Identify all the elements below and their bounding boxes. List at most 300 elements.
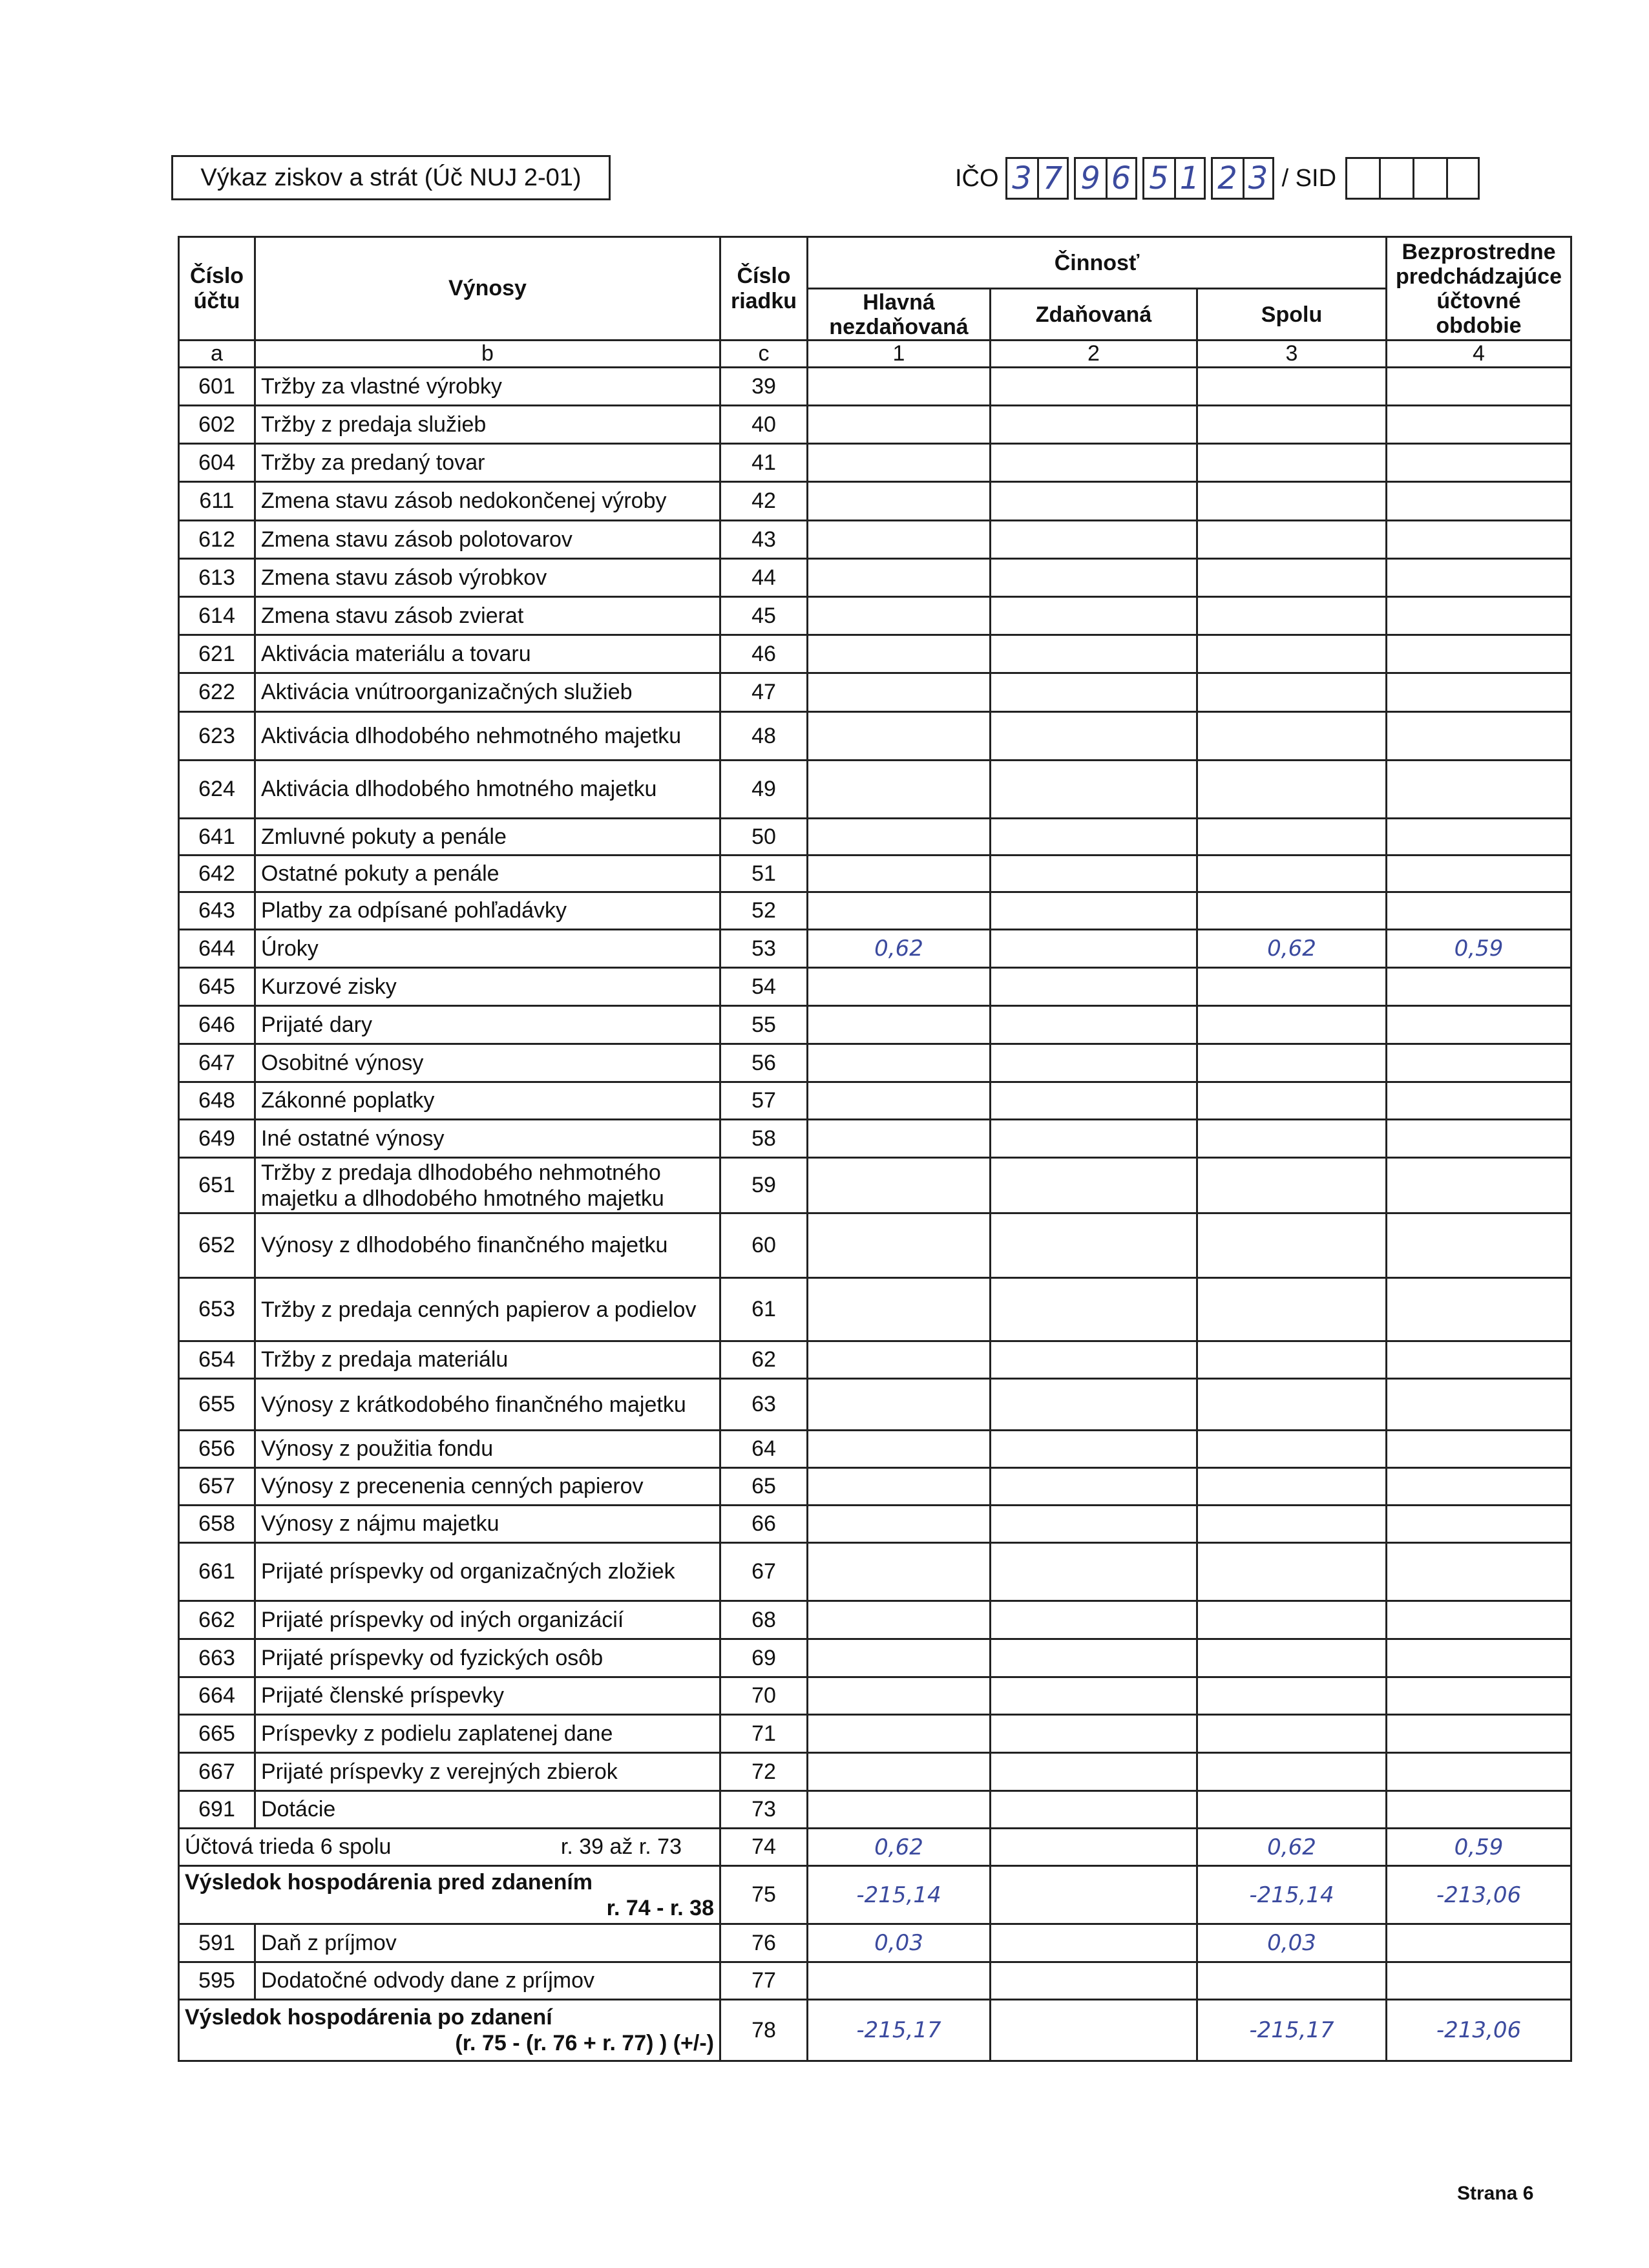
total-value[interactable]	[1197, 856, 1387, 892]
previous-period-value[interactable]	[1387, 1468, 1571, 1506]
main-untaxed-value[interactable]	[808, 1601, 991, 1639]
revenue-item-label: Zmena stavu zásob výrobkov	[255, 559, 720, 597]
revenue-item-label: Prijaté členské príspevky	[255, 1677, 720, 1715]
ico-digit-box[interactable]: 3	[1005, 157, 1037, 200]
previous-period-value[interactable]	[1387, 1962, 1571, 2000]
table-row	[179, 1044, 1571, 1082]
main-untaxed-value[interactable]	[808, 761, 991, 819]
main-untaxed-value[interactable]: 0,62	[808, 930, 991, 968]
sid-label: / SID	[1281, 164, 1337, 192]
main-untaxed-value[interactable]	[808, 892, 991, 930]
previous-period-value[interactable]	[1387, 444, 1571, 482]
account-number: 651	[179, 1158, 255, 1213]
total-value[interactable]	[1197, 1120, 1387, 1158]
account-number: 649	[179, 1120, 255, 1158]
taxed-value[interactable]	[991, 1213, 1197, 1278]
main-untaxed-value[interactable]: -215,17	[808, 2000, 991, 2061]
account-number: 667	[179, 1753, 255, 1791]
total-value[interactable]: 0,62	[1197, 1829, 1387, 1866]
row-number: 76	[720, 1924, 808, 1962]
total-value[interactable]	[1197, 1341, 1387, 1379]
table-row	[179, 712, 1571, 761]
previous-period-value[interactable]	[1387, 368, 1571, 406]
total-value[interactable]	[1197, 1753, 1387, 1791]
taxed-value[interactable]	[991, 482, 1197, 521]
result-after-tax-title: Výsledok hospodárenia po zdanení	[185, 2005, 552, 2030]
previous-period-value[interactable]	[1387, 597, 1571, 635]
main-untaxed-value[interactable]: -215,14	[808, 1866, 991, 1924]
total-value[interactable]	[1197, 1601, 1387, 1639]
row-number: 48	[720, 712, 808, 761]
table-row	[179, 1601, 1571, 1639]
table-row	[179, 968, 1571, 1006]
main-untaxed-value[interactable]	[808, 1379, 991, 1431]
revenue-item-label: Kurzové zisky	[255, 968, 720, 1006]
account-number: 601	[179, 368, 255, 406]
main-untaxed-value[interactable]	[808, 1791, 991, 1829]
revenue-item-label: Aktivácia vnútroorganizačných služieb	[255, 673, 720, 712]
revenue-item-label: Aktivácia dlhodobého hmotného majetku	[255, 761, 720, 819]
sid-box[interactable]	[1446, 157, 1480, 200]
row-number: 47	[720, 673, 808, 712]
main-untaxed-value[interactable]	[808, 597, 991, 635]
main-untaxed-value[interactable]	[808, 1715, 991, 1753]
total-value[interactable]	[1197, 1468, 1387, 1506]
total-value[interactable]	[1197, 1044, 1387, 1082]
total-value[interactable]	[1197, 1158, 1387, 1213]
result-before-tax-title: Výsledok hospodárenia pred zdanením	[185, 1869, 593, 1895]
previous-period-value[interactable]	[1387, 1677, 1571, 1715]
taxed-value[interactable]	[991, 1158, 1197, 1213]
revenue-item-label: Prijaté príspevky od fyzických osôb	[255, 1639, 720, 1677]
account-number: 622	[179, 673, 255, 712]
table-row	[179, 406, 1571, 444]
row-number: 51	[720, 856, 808, 892]
table-row	[179, 1158, 1571, 1213]
revenue-item-label: Tržby z predaja dlhodobého nehmotného majetku a dlhodobého hmotného majetku	[255, 1158, 720, 1213]
total-value[interactable]	[1197, 1082, 1387, 1120]
taxed-value[interactable]	[991, 1082, 1197, 1120]
main-untaxed-value[interactable]	[808, 673, 991, 712]
row-number: 72	[720, 1753, 808, 1791]
table-row	[179, 1468, 1571, 1506]
sid-box[interactable]	[1345, 157, 1379, 200]
previous-period-value[interactable]: -213,06	[1387, 1866, 1571, 1924]
table-row	[179, 521, 1571, 559]
header-taxed: Zdaňovaná	[991, 289, 1197, 341]
main-untaxed-value[interactable]	[808, 712, 991, 761]
taxed-value[interactable]	[991, 1468, 1197, 1506]
account-number: 644	[179, 930, 255, 968]
total-value[interactable]	[1197, 1639, 1387, 1677]
previous-period-value[interactable]	[1387, 1044, 1571, 1082]
table-row	[179, 930, 1571, 968]
table-row	[179, 635, 1571, 673]
main-untaxed-value[interactable]	[808, 1677, 991, 1715]
total-value[interactable]	[1197, 1506, 1387, 1543]
colmark-2: 2	[991, 341, 1197, 368]
taxed-value[interactable]	[991, 444, 1197, 482]
previous-period-value[interactable]	[1387, 712, 1571, 761]
previous-period-value[interactable]	[1387, 482, 1571, 521]
account-number: 623	[179, 712, 255, 761]
main-untaxed-value[interactable]	[808, 819, 991, 856]
revenue-item-label: Zmluvné pokuty a penále	[255, 819, 720, 856]
main-untaxed-value[interactable]	[808, 1082, 991, 1120]
taxed-value[interactable]	[991, 1278, 1197, 1341]
main-untaxed-value[interactable]	[808, 1543, 991, 1601]
total-value[interactable]	[1197, 673, 1387, 712]
header-previous-period: Bezprostredne predchádzajúce účtovné obdobie	[1387, 237, 1571, 341]
total-value[interactable]	[1197, 1213, 1387, 1278]
taxed-value[interactable]	[991, 1006, 1197, 1044]
revenue-item-label: Tržby z predaja cenných papierov a podielov	[255, 1278, 720, 1341]
total-value[interactable]	[1197, 892, 1387, 930]
taxed-value[interactable]	[991, 1677, 1197, 1715]
taxed-value[interactable]	[991, 856, 1197, 892]
taxed-value[interactable]	[991, 1791, 1197, 1829]
main-untaxed-value[interactable]	[808, 406, 991, 444]
main-untaxed-value[interactable]	[808, 1044, 991, 1082]
revenue-item-label: Príspevky z podielu zaplatenej dane	[255, 1715, 720, 1753]
revenue-item-label: Výnosy z krátkodobého finančného majetku	[255, 1379, 720, 1431]
previous-period-value[interactable]	[1387, 1543, 1571, 1601]
revenue-item-label: Tržby z predaja služieb	[255, 406, 720, 444]
previous-period-value[interactable]	[1387, 1213, 1571, 1278]
table-row	[179, 1278, 1571, 1341]
previous-period-value[interactable]	[1387, 1924, 1571, 1962]
revenue-item-label: Daň z príjmov	[255, 1924, 720, 1962]
table-row	[179, 597, 1571, 635]
main-untaxed-value[interactable]	[808, 1639, 991, 1677]
row-number: 56	[720, 1044, 808, 1082]
taxed-value[interactable]	[991, 597, 1197, 635]
row-number: 64	[720, 1431, 808, 1468]
revenue-item-label: Zmena stavu zásob polotovarov	[255, 521, 720, 559]
previous-period-value[interactable]	[1387, 1715, 1571, 1753]
revenue-item-label: Zmena stavu zásob nedokončenej výroby	[255, 482, 720, 521]
main-untaxed-value[interactable]	[808, 559, 991, 597]
taxed-value[interactable]	[991, 635, 1197, 673]
taxed-value[interactable]	[991, 1829, 1197, 1866]
main-untaxed-value[interactable]	[808, 1962, 991, 2000]
total-value[interactable]	[1197, 521, 1387, 559]
ico-digit-box[interactable]: 1	[1174, 157, 1206, 200]
row-number: 57	[720, 1082, 808, 1120]
total-value[interactable]	[1197, 368, 1387, 406]
previous-period-value[interactable]	[1387, 1082, 1571, 1120]
colmark-b: b	[255, 341, 720, 368]
taxed-value[interactable]	[991, 1379, 1197, 1431]
taxed-value[interactable]	[991, 1715, 1197, 1753]
previous-period-value[interactable]	[1387, 1753, 1571, 1791]
taxed-value[interactable]	[991, 1753, 1197, 1791]
previous-period-value[interactable]	[1387, 1158, 1571, 1213]
total-value[interactable]	[1197, 597, 1387, 635]
previous-period-value[interactable]: -213,06	[1387, 2000, 1571, 2061]
header-total: Spolu	[1197, 289, 1387, 341]
previous-period-value[interactable]	[1387, 1791, 1571, 1829]
previous-period-value[interactable]: 0,59	[1387, 930, 1571, 968]
taxed-value[interactable]	[991, 368, 1197, 406]
class-6-total-row	[179, 1829, 1571, 1866]
taxed-value[interactable]	[991, 1506, 1197, 1543]
result-before-tax-row	[179, 1866, 1571, 1924]
account-number: 621	[179, 635, 255, 673]
revenue-item-label: Tržby za vlastné výrobky	[255, 368, 720, 406]
row-number: 58	[720, 1120, 808, 1158]
result-after-tax-row	[179, 2000, 1571, 2061]
taxed-value[interactable]	[991, 1601, 1197, 1639]
account-number: 643	[179, 892, 255, 930]
main-untaxed-value[interactable]	[808, 482, 991, 521]
main-untaxed-value[interactable]	[808, 1341, 991, 1379]
total-value[interactable]: -215,17	[1197, 2000, 1387, 2061]
colmark-3: 3	[1197, 341, 1387, 368]
sid-box[interactable]	[1413, 157, 1446, 200]
revenue-item-label: Dotácie	[255, 1791, 720, 1829]
main-untaxed-value[interactable]	[808, 968, 991, 1006]
main-untaxed-value[interactable]: 0,62	[808, 1829, 991, 1866]
ico-digit-box[interactable]: 3	[1243, 157, 1274, 200]
taxed-value[interactable]	[991, 968, 1197, 1006]
account-number: 642	[179, 856, 255, 892]
taxed-value[interactable]	[991, 892, 1197, 930]
row-number: 59	[720, 1158, 808, 1213]
main-untaxed-value[interactable]	[808, 1506, 991, 1543]
taxed-value[interactable]	[991, 1431, 1197, 1468]
total-value[interactable]	[1197, 1379, 1387, 1431]
total-value[interactable]	[1197, 1791, 1387, 1829]
total-value[interactable]: 0,62	[1197, 930, 1387, 968]
ico-digit-box[interactable]: 6	[1106, 157, 1137, 200]
total-value[interactable]	[1197, 1431, 1387, 1468]
main-untaxed-value[interactable]	[808, 856, 991, 892]
table-row	[179, 1753, 1571, 1791]
account-number: 662	[179, 1601, 255, 1639]
table-row	[179, 1120, 1571, 1158]
previous-period-value[interactable]	[1387, 968, 1571, 1006]
main-untaxed-value[interactable]	[808, 1753, 991, 1791]
page-number: Strana 6	[1457, 2183, 1534, 2204]
revenue-item-label: Ostatné pokuty a penále	[255, 856, 720, 892]
taxed-value[interactable]	[991, 1639, 1197, 1677]
result-before-tax-label	[179, 1866, 720, 1924]
total-value[interactable]	[1197, 635, 1387, 673]
table-row	[179, 1379, 1571, 1431]
taxed-value[interactable]	[991, 1866, 1197, 1924]
revenue-item-label: Výnosy z precenenia cenných papierov	[255, 1468, 720, 1506]
main-untaxed-value[interactable]	[808, 368, 991, 406]
main-untaxed-value[interactable]	[808, 1120, 991, 1158]
total-value[interactable]	[1197, 406, 1387, 444]
account-number: 611	[179, 482, 255, 521]
revenue-item-label: Osobitné výnosy	[255, 1044, 720, 1082]
previous-period-value[interactable]	[1387, 892, 1571, 930]
previous-period-value[interactable]	[1387, 406, 1571, 444]
main-untaxed-value[interactable]	[808, 1431, 991, 1468]
account-number: 661	[179, 1543, 255, 1601]
header-activity: Činnosť	[808, 237, 1387, 289]
account-number: 665	[179, 1715, 255, 1753]
previous-period-value[interactable]	[1387, 1006, 1571, 1044]
previous-period-value[interactable]	[1387, 1341, 1571, 1379]
taxed-value[interactable]	[991, 559, 1197, 597]
taxed-value[interactable]	[991, 930, 1197, 968]
account-number: 614	[179, 597, 255, 635]
taxed-value[interactable]	[991, 1543, 1197, 1601]
taxed-value[interactable]	[991, 521, 1197, 559]
row-number: 77	[720, 1962, 808, 2000]
taxed-value[interactable]	[991, 761, 1197, 819]
total-value[interactable]	[1197, 968, 1387, 1006]
previous-period-value[interactable]	[1387, 521, 1571, 559]
taxed-value[interactable]	[991, 1341, 1197, 1379]
previous-period-value[interactable]: 0,59	[1387, 1829, 1571, 1866]
taxed-value[interactable]	[991, 406, 1197, 444]
main-untaxed-value[interactable]	[808, 521, 991, 559]
main-untaxed-value[interactable]	[808, 1158, 991, 1213]
row-number: 62	[720, 1341, 808, 1379]
table-row	[179, 1715, 1571, 1753]
ico-label: IČO	[955, 164, 999, 192]
previous-period-value[interactable]	[1387, 673, 1571, 712]
total-value[interactable]	[1197, 559, 1387, 597]
previous-period-value[interactable]	[1387, 559, 1571, 597]
taxed-value[interactable]	[991, 673, 1197, 712]
previous-period-value[interactable]	[1387, 1506, 1571, 1543]
table-row	[179, 1341, 1571, 1379]
main-untaxed-value[interactable]	[808, 1213, 991, 1278]
result-before-tax-formula: r. 74 - r. 38	[606, 1895, 714, 1920]
previous-period-value[interactable]	[1387, 1120, 1571, 1158]
table-row	[179, 444, 1571, 482]
total-value[interactable]	[1197, 1543, 1387, 1601]
row-number: 41	[720, 444, 808, 482]
previous-period-value[interactable]	[1387, 1639, 1571, 1677]
main-untaxed-value[interactable]	[808, 635, 991, 673]
total-value[interactable]	[1197, 712, 1387, 761]
row-number: 61	[720, 1278, 808, 1341]
row-number: 53	[720, 930, 808, 968]
row-number: 55	[720, 1006, 808, 1044]
revenue-item-label: Aktivácia materiálu a tovaru	[255, 635, 720, 673]
header-main-untaxed: Hlavná nezdaňovaná	[808, 289, 991, 341]
row-number: 44	[720, 559, 808, 597]
row-number: 50	[720, 819, 808, 856]
total-value[interactable]	[1197, 482, 1387, 521]
revenue-item-label: Prijaté príspevky z verejných zbierok	[255, 1753, 720, 1791]
main-untaxed-value[interactable]: 0,03	[808, 1924, 991, 1962]
previous-period-value[interactable]	[1387, 761, 1571, 819]
previous-period-value[interactable]	[1387, 1278, 1571, 1341]
header-account-no: Číslo účtu	[179, 237, 255, 341]
ico-digit-box[interactable]: 2	[1211, 157, 1243, 200]
total-value[interactable]	[1197, 444, 1387, 482]
table-row	[179, 1431, 1571, 1468]
revenue-item-label: Výnosy z nájmu majetku	[255, 1506, 720, 1543]
total-value[interactable]	[1197, 1677, 1387, 1715]
total-value[interactable]	[1197, 819, 1387, 856]
total-value[interactable]	[1197, 1715, 1387, 1753]
revenue-item-label: Tržby za predaný tovar	[255, 444, 720, 482]
revenue-item-label: Úroky	[255, 930, 720, 968]
ico-digit-box[interactable]: 9	[1074, 157, 1106, 200]
row-number: 68	[720, 1601, 808, 1639]
taxed-value[interactable]	[991, 1044, 1197, 1082]
account-number: 658	[179, 1506, 255, 1543]
total-value[interactable]	[1197, 1278, 1387, 1341]
account-number: 604	[179, 444, 255, 482]
header-revenues: Výnosy	[255, 237, 720, 341]
previous-period-value[interactable]	[1387, 856, 1571, 892]
row-number: 42	[720, 482, 808, 521]
form-title: Výkaz ziskov a strát (Úč NUJ 2-01)	[171, 155, 611, 200]
account-number: 641	[179, 819, 255, 856]
row-number: 52	[720, 892, 808, 930]
revenue-item-label: Výnosy z dlhodobého finančného majetku	[255, 1213, 720, 1278]
revenue-item-label: Prijaté príspevky od organizačných zložiek	[255, 1543, 720, 1601]
row-number: 40	[720, 406, 808, 444]
table-row	[179, 368, 1571, 406]
colmark-4: 4	[1387, 341, 1571, 368]
row-number: 65	[720, 1468, 808, 1506]
table-row	[179, 1677, 1571, 1715]
revenue-item-label: Prijaté dary	[255, 1006, 720, 1044]
table-row	[179, 1213, 1571, 1278]
account-number: 652	[179, 1213, 255, 1278]
account-number: 602	[179, 406, 255, 444]
row-number: 43	[720, 521, 808, 559]
taxed-value[interactable]	[991, 2000, 1197, 2061]
previous-period-value[interactable]	[1387, 1379, 1571, 1431]
total-value[interactable]: -215,14	[1197, 1866, 1387, 1924]
account-number: 656	[179, 1431, 255, 1468]
table-row	[179, 761, 1571, 819]
main-untaxed-value[interactable]	[808, 1006, 991, 1044]
table-row	[179, 482, 1571, 521]
previous-period-value[interactable]	[1387, 1431, 1571, 1468]
table-row	[179, 1962, 1571, 2000]
sid-box[interactable]	[1379, 157, 1413, 200]
total-value[interactable]: 0,03	[1197, 1924, 1387, 1962]
taxed-value[interactable]	[991, 1962, 1197, 2000]
main-untaxed-value[interactable]	[808, 1278, 991, 1341]
ico-digit-box[interactable]: 5	[1142, 157, 1174, 200]
total-value[interactable]	[1197, 1962, 1387, 2000]
account-number: 595	[179, 1962, 255, 2000]
previous-period-value[interactable]	[1387, 635, 1571, 673]
result-after-tax-label	[179, 2000, 720, 2061]
ico-digit-box[interactable]: 7	[1037, 157, 1069, 200]
taxed-value[interactable]	[991, 712, 1197, 761]
table-row	[179, 1082, 1571, 1120]
taxed-value[interactable]	[991, 1924, 1197, 1962]
main-untaxed-value[interactable]	[808, 444, 991, 482]
main-untaxed-value[interactable]	[808, 1468, 991, 1506]
taxed-value[interactable]	[991, 819, 1197, 856]
account-number: 647	[179, 1044, 255, 1082]
table-row	[179, 1506, 1571, 1543]
previous-period-value[interactable]	[1387, 1601, 1571, 1639]
row-number: 73	[720, 1791, 808, 1829]
taxed-value[interactable]	[991, 1120, 1197, 1158]
row-number: 60	[720, 1213, 808, 1278]
header-row-no: Číslo riadku	[720, 237, 808, 341]
previous-period-value[interactable]	[1387, 819, 1571, 856]
total-value[interactable]	[1197, 1006, 1387, 1044]
total-value[interactable]	[1197, 761, 1387, 819]
